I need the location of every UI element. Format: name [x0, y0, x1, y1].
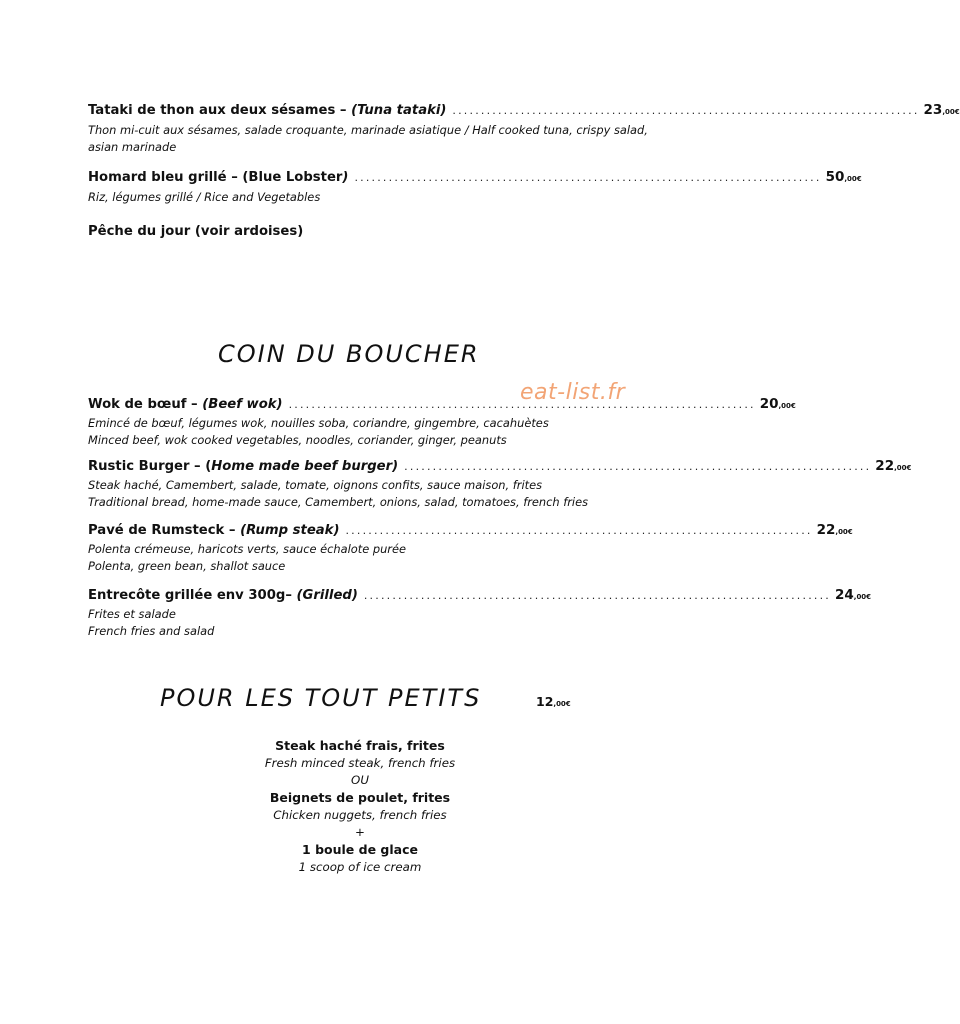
item-name: Pavé de Rumsteck – (Rump steak) — [88, 523, 340, 538]
item-price: 50,00€ — [825, 169, 862, 185]
kids-line: Chicken nuggets, french fries — [273, 808, 447, 822]
item-description-fr: Polenta crémeuse, haricots verts, sauce échalote purée — [88, 542, 407, 556]
leader-dots: .................................................................................. — [354, 171, 822, 184]
item-name: Wok de bœuf – (Beef wok) — [88, 397, 283, 412]
item-price: 22,00€ — [816, 522, 853, 538]
kids-line: + — [355, 825, 365, 839]
item-description-fr: Steak haché, Camembert, salade, tomate, oignons confits, sauce maison, frites — [88, 478, 543, 492]
item-price: 24,00€ — [834, 587, 872, 603]
leader-dots: .................................................................................. — [288, 398, 756, 411]
item-price: 20,00€ — [759, 396, 796, 412]
item-name: Homard bleu grillé – (Blue Lobster) — [88, 170, 349, 185]
section-title-kids: POUR LES TOUT PETITS — [160, 684, 482, 712]
kids-line: 1 boule de glace — [302, 842, 418, 857]
kids-line: Steak haché frais, frites — [275, 738, 445, 753]
item-description-fr: Emincé de bœuf, légumes wok, nouilles soba, coriandre, gingembre, cacahuètes — [88, 416, 549, 430]
item-description: Riz, légumes grillé / Rice and Vegetables — [88, 190, 321, 204]
item-price: 22,00€ — [875, 458, 912, 474]
item-description-fr: Frites et salade — [88, 607, 176, 621]
catch-of-the-day: Pêche du jour (voir ardoises) — [88, 224, 304, 239]
item-name: Rustic Burger – (Home made beef burger) — [88, 459, 399, 474]
item-description-en: Traditional bread, home-made sauce, Camembert, onions, salad, tomatoes, french fries — [88, 495, 589, 509]
menu-item-rump-steak — [88, 522, 853, 575]
item-name: Entrecôte grillée env 300g– (Grilled) — [88, 588, 358, 603]
kids-line: OU — [351, 773, 369, 787]
watermark-logo: eat-list.fr — [520, 380, 626, 405]
item-description-en: Polenta, green bean, shallot sauce — [88, 559, 286, 573]
item-description: Thon mi-cuit aux sésames, salade croquante, marinade asiatique / Half cooked tuna, crispy salad, asian marinade — [88, 123, 648, 154]
item-description-en: Minced beef, wok cooked vegetables, noodles, coriander, ginger, peanuts — [88, 433, 507, 447]
kids-line: 1 scoop of ice cream — [298, 860, 422, 874]
kids-line: Beignets de poulet, frites — [269, 790, 451, 805]
menu-item-beef-wok — [88, 396, 796, 449]
kids-menu-list — [200, 737, 520, 876]
kids-line: Fresh minced steak, french fries — [264, 756, 456, 770]
leader-dots: .................................................................................. — [363, 589, 831, 602]
menu-item-grilled-entrecote — [88, 587, 872, 640]
kids-menu-price: 12,00€ — [536, 694, 571, 709]
section-title-butcher: COIN DU BOUCHER — [218, 340, 480, 368]
item-price: 23,00€ — [923, 102, 960, 118]
menu-item-tuna-tataki — [88, 102, 960, 156]
item-description-en: French fries and salad — [88, 624, 215, 638]
leader-dots: .................................................................................. — [404, 460, 872, 473]
leader-dots: .................................................................................. — [452, 104, 920, 117]
item-name: Tataki de thon aux deux sésames – (Tuna tataki) — [88, 103, 447, 118]
leader-dots: .................................................................................. — [345, 524, 813, 537]
menu-item-blue-lobster — [88, 169, 862, 206]
menu-item-rustic-burger — [88, 458, 912, 511]
